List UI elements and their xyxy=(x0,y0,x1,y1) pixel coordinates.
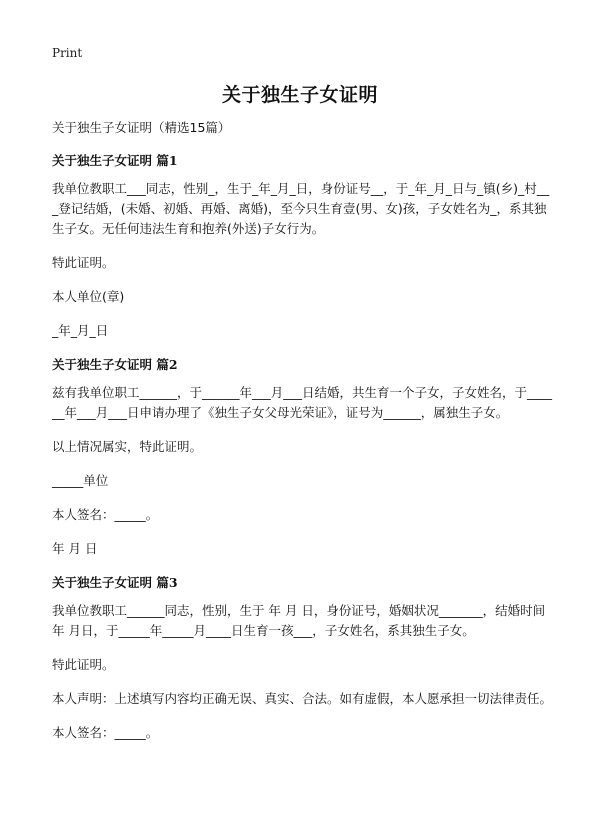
section-paragraph: _年_月_日 xyxy=(52,323,109,338)
section-heading: 关于独生子女证明 篇1 xyxy=(52,153,178,168)
section-3 xyxy=(52,573,552,743)
section-1 xyxy=(52,151,552,341)
section-paragraph: 本人声明：上述填写内容均正确无误、真实、合法。如有虚假，本人愿承担一切法律责任。 xyxy=(52,691,553,706)
section-paragraph: 我单位教职工______同志，性别，生于 年 月 日，身份证号，婚姻状况_______，结婚时间 年 月日，于_____年_____月____日生育一孩___，子女姓名，系其独生子女。 xyxy=(52,603,546,638)
section-2 xyxy=(52,355,552,559)
section-paragraph: 本人单位(章) xyxy=(52,289,125,304)
document-title: 关于独生子女证明 xyxy=(221,84,378,106)
section-paragraph: 本人签名：_____。 xyxy=(52,507,159,522)
section-paragraph: 年 月 日 xyxy=(52,541,98,556)
section-paragraph: 本人签名：_____。 xyxy=(52,725,159,740)
section-heading: 关于独生子女证明 篇3 xyxy=(52,575,178,590)
section-heading: 关于独生子女证明 篇2 xyxy=(52,357,178,372)
document-intro: 关于独生子女证明（精选15篇） xyxy=(52,120,231,135)
section-paragraph: 我单位教职工___同志，性别_，生于_年_月_日，身份证号__，于_年_月_日与_镇(乡)_村___登记结婚，(未婚、初婚、再婚、离婚)，至今只生育壹(男、女)孩，子女姓名为_，系其独生子女。无任何违法生育和抱养(外送)子女行为。 xyxy=(52,181,550,236)
print-label: Print xyxy=(52,46,83,60)
section-paragraph: 兹有我单位职工______，于______年___月___日结婚，共生育一个子女，子女姓名，于______年___月___日申请办理了《独生子女父母光荣证》，证号为______，属独生子女。 xyxy=(52,385,553,420)
section-paragraph: 特此证明。 xyxy=(52,657,115,672)
section-paragraph: _____单位 xyxy=(52,473,109,488)
section-paragraph: 以上情况属实，特此证明。 xyxy=(52,439,203,454)
document-body xyxy=(52,118,552,757)
section-paragraph: 特此证明。 xyxy=(52,255,115,270)
